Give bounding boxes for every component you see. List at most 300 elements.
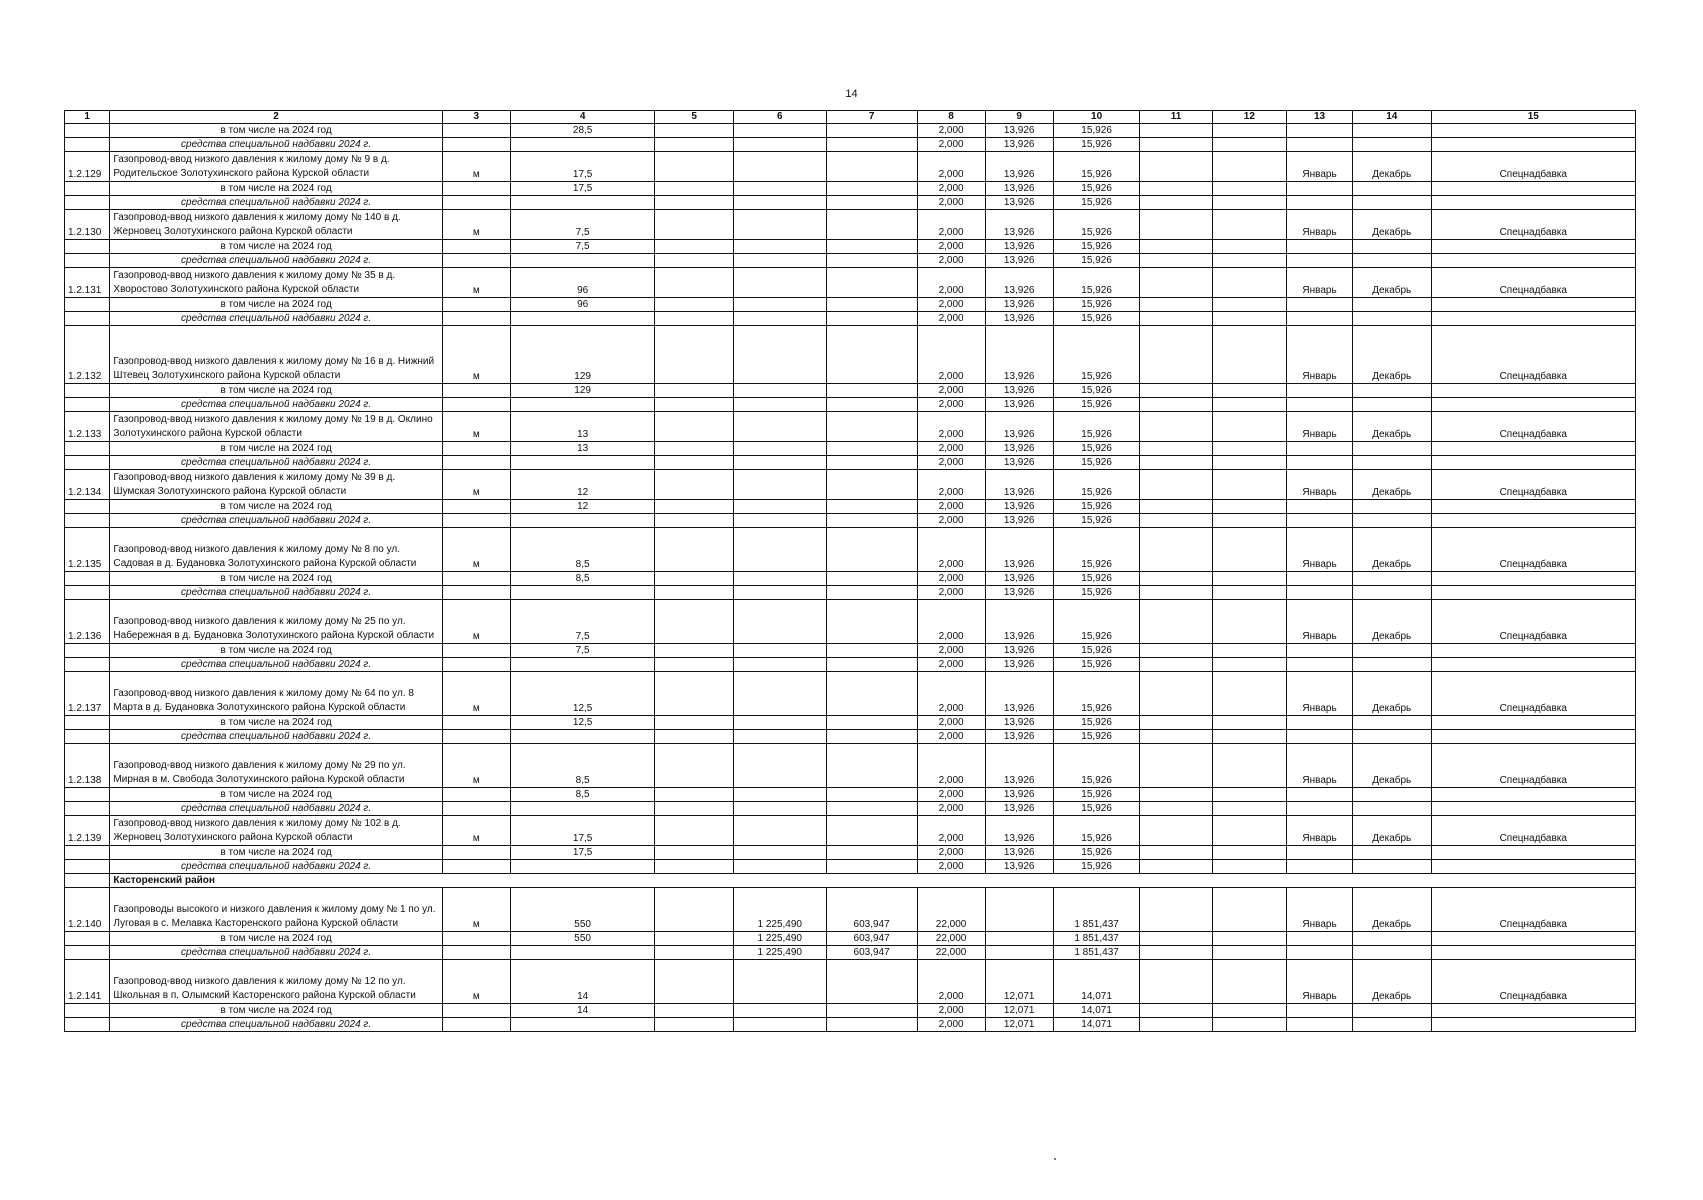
value-cell [826,788,917,802]
value-cell [826,384,917,398]
table-cell [1212,600,1286,644]
value-cell: 13,926 [985,456,1053,470]
column-header-13: 13 [1287,111,1353,124]
table-cell [65,860,110,874]
table-cell [65,138,110,152]
budget-table [64,110,1636,1032]
value-cell: 15,926 [1053,298,1140,312]
value-cell: 2,000 [917,1018,985,1032]
table-cell [655,298,733,312]
table-cell [1140,1018,1212,1032]
value-cell [733,1004,826,1018]
item-name: Газопровод-ввод низкого давления к жилому дому № 29 по ул. Мирная в м. Свобода Золотухинского района Курской области [110,744,442,788]
table-cell [1287,240,1353,254]
table-cell [65,658,110,672]
table-cell [1287,1004,1353,1018]
table-cell [1140,514,1212,528]
table-cell [1287,932,1353,946]
item-number: 1.2.137 [65,672,110,716]
value-cell [826,600,917,644]
value-cell [733,572,826,586]
table-cell [1212,500,1286,514]
subrow-label: в том числе на 2024 год [110,788,442,802]
funding-source: Спецнадбавка [1431,326,1636,384]
table-row [65,138,1636,152]
table-cell [1140,960,1212,1004]
table-cell [1212,846,1286,860]
value-cell [826,744,917,788]
table-cell [1140,240,1212,254]
value-cell [826,572,917,586]
item-number: 1.2.141 [65,960,110,1004]
subrow-label: в том числе на 2024 год [110,846,442,860]
start-month: Январь [1287,528,1353,572]
table-cell [1140,254,1212,268]
table-cell [442,658,510,672]
item-number: 1.2.136 [65,600,110,644]
start-month: Январь [1287,888,1353,932]
table-cell [1287,196,1353,210]
table-cell [442,398,510,412]
table-cell [65,240,110,254]
table-cell [1353,442,1431,456]
table-cell [65,442,110,456]
table-cell [1212,210,1286,240]
table-cell [1431,572,1636,586]
value-cell [826,398,917,412]
table-cell [510,946,655,960]
value-cell: 15,926 [1053,816,1140,846]
table-cell [1212,456,1286,470]
table-cell [1140,658,1212,672]
table-cell [442,788,510,802]
table-cell [1287,500,1353,514]
table-cell [1431,514,1636,528]
unit-cell: м [442,268,510,298]
subrow-label: средства специальной надбавки 2024 г. [110,946,442,960]
start-month: Январь [1287,672,1353,716]
table-cell [1431,860,1636,874]
column-header-10: 10 [1053,111,1140,124]
table-cell [655,528,733,572]
unit-cell: м [442,960,510,1004]
value-cell [733,802,826,816]
table-cell [655,152,733,182]
table-cell [65,586,110,600]
value-cell [826,298,917,312]
value-cell: 2,000 [917,326,985,384]
table-cell [655,456,733,470]
table-cell [1212,196,1286,210]
table-cell [1353,716,1431,730]
value-cell [733,326,826,384]
table-cell [1431,240,1636,254]
table-row [65,716,1636,730]
table-cell [1431,182,1636,196]
value-cell: 15,926 [1053,268,1140,298]
value-cell: 13,926 [985,268,1053,298]
value-cell [733,210,826,240]
table-cell [442,846,510,860]
value-cell [733,860,826,874]
value-cell [733,196,826,210]
start-month: Январь [1287,152,1353,182]
subrow-label: средства специальной надбавки 2024 г. [110,312,442,326]
table-row [65,572,1636,586]
table-cell [655,932,733,946]
table-row [65,326,1636,384]
item-number: 1.2.131 [65,268,110,298]
table-cell [65,312,110,326]
table-cell [1140,816,1212,846]
funding-source: Спецнадбавка [1431,600,1636,644]
table-cell [510,456,655,470]
table-cell [655,398,733,412]
table-cell [1140,442,1212,456]
table-cell [442,730,510,744]
value-cell: 15,926 [1053,152,1140,182]
subrow-label: средства специальной надбавки 2024 г. [110,802,442,816]
table-cell [65,874,110,888]
budget-table-sheet [64,110,1636,1032]
table-cell [1212,716,1286,730]
table-cell [1140,644,1212,658]
table-cell [1287,138,1353,152]
subrow-label: средства специальной надбавки 2024 г. [110,398,442,412]
start-month: Январь [1287,412,1353,442]
table-cell [1212,860,1286,874]
table-cell [65,124,110,138]
subrow-label: средства специальной надбавки 2024 г. [110,730,442,744]
table-row [65,960,1636,1004]
table-cell [442,312,510,326]
table-cell [510,254,655,268]
table-cell [655,240,733,254]
table-cell [442,644,510,658]
funding-source: Спецнадбавка [1431,816,1636,846]
table-cell [1212,802,1286,816]
quantity-cell: 8,5 [510,572,655,586]
value-cell: 2,000 [917,500,985,514]
table-cell [1431,932,1636,946]
value-cell: 2,000 [917,514,985,528]
subrow-label: в том числе на 2024 год [110,572,442,586]
value-cell: 603,947 [826,888,917,932]
value-cell [826,196,917,210]
table-cell [655,946,733,960]
table-row [65,672,1636,716]
table-cell [1431,730,1636,744]
table-cell [1431,788,1636,802]
value-cell: 2,000 [917,456,985,470]
table-cell [1287,514,1353,528]
quantity-cell: 12 [510,470,655,500]
value-cell [826,816,917,846]
table-cell [65,846,110,860]
quantity-cell: 550 [510,888,655,932]
table-cell [1353,456,1431,470]
table-cell [1431,802,1636,816]
table-cell [442,1004,510,1018]
value-cell: 15,926 [1053,514,1140,528]
table-cell [655,846,733,860]
unit-cell: м [442,412,510,442]
value-cell: 2,000 [917,1004,985,1018]
table-cell [655,716,733,730]
table-cell [1353,398,1431,412]
table-cell [1353,514,1431,528]
table-cell [1140,268,1212,298]
table-cell [1287,644,1353,658]
column-header-11: 11 [1140,111,1212,124]
quantity-cell: 8,5 [510,744,655,788]
value-cell: 15,926 [1053,658,1140,672]
value-cell: 13,926 [985,470,1053,500]
value-cell: 13,926 [985,152,1053,182]
table-cell [1140,932,1212,946]
table-cell [655,672,733,716]
table-cell [1287,124,1353,138]
value-cell: 13,926 [985,802,1053,816]
subrow-label: средства специальной надбавки 2024 г. [110,860,442,874]
value-cell: 2,000 [917,644,985,658]
value-cell: 15,926 [1053,528,1140,572]
funding-source: Спецнадбавка [1431,672,1636,716]
table-cell [1353,138,1431,152]
table-cell [1287,456,1353,470]
end-month: Декабрь [1353,326,1431,384]
value-cell [733,600,826,644]
start-month: Январь [1287,960,1353,1004]
table-row [65,254,1636,268]
value-cell [733,658,826,672]
subrow-label: в том числе на 2024 год [110,298,442,312]
table-cell [65,572,110,586]
value-cell: 2,000 [917,586,985,600]
quantity-cell: 550 [510,932,655,946]
value-cell: 15,926 [1053,860,1140,874]
start-month: Январь [1287,210,1353,240]
subrow-label: в том числе на 2024 год [110,240,442,254]
start-month: Январь [1287,744,1353,788]
table-row [65,182,1636,196]
table-cell [1353,932,1431,946]
table-cell [1431,1004,1636,1018]
value-cell: 2,000 [917,846,985,860]
value-cell: 15,926 [1053,846,1140,860]
table-cell [1212,254,1286,268]
value-cell: 13,926 [985,860,1053,874]
quantity-cell: 14 [510,1004,655,1018]
table-cell [826,124,917,138]
table-cell [1287,442,1353,456]
district-row [65,874,1636,888]
end-month: Декабрь [1353,888,1431,932]
table-cell [442,254,510,268]
value-cell [985,946,1053,960]
column-header-2: 2 [110,111,442,124]
value-cell: 15,926 [1053,672,1140,716]
table-cell [1212,442,1286,456]
value-cell: 2,000 [917,124,985,138]
value-cell: 15,926 [1053,456,1140,470]
item-number: 1.2.138 [65,744,110,788]
table-cell [442,1018,510,1032]
table-cell [1140,672,1212,716]
table-cell [655,124,733,138]
subrow-label: в том числе на 2024 год [110,716,442,730]
table-cell [510,312,655,326]
value-cell [826,730,917,744]
table-cell [1353,384,1431,398]
value-cell: 2,000 [917,152,985,182]
value-cell: 2,000 [917,528,985,572]
value-cell [733,846,826,860]
table-cell [1287,1018,1353,1032]
table-cell [1431,442,1636,456]
table-cell [1431,846,1636,860]
table-cell [442,456,510,470]
table-cell [1287,398,1353,412]
value-cell: 2,000 [917,240,985,254]
end-month: Декабрь [1353,960,1431,1004]
value-cell [733,514,826,528]
table-cell [1353,254,1431,268]
subrow-label: средства специальной надбавки 2024 г. [110,456,442,470]
value-cell: 15,926 [1053,326,1140,384]
value-cell [985,932,1053,946]
table-cell [1353,500,1431,514]
value-cell: 14,071 [1053,1018,1140,1032]
value-cell: 13,926 [985,298,1053,312]
table-cell [442,124,510,138]
table-cell [1431,384,1636,398]
item-number: 1.2.134 [65,470,110,500]
value-cell: 22,000 [917,932,985,946]
table-cell [1431,254,1636,268]
value-cell: 13,926 [985,788,1053,802]
table-row [65,744,1636,788]
quantity-cell: 13 [510,412,655,442]
item-name: Газопровод-ввод низкого давления к жилому дому № 19 в д. Оклино Золотухинского района Курской области [110,412,442,442]
table-row [65,514,1636,528]
table-cell [1287,846,1353,860]
value-cell: 2,000 [917,816,985,846]
table-cell [1140,572,1212,586]
unit-cell: м [442,600,510,644]
value-cell [826,182,917,196]
value-cell [826,1018,917,1032]
quantity-cell: 7,5 [510,644,655,658]
table-cell [1431,946,1636,960]
funding-source: Спецнадбавка [1431,412,1636,442]
table-cell [1212,312,1286,326]
table-cell [1140,716,1212,730]
table-cell [1140,384,1212,398]
table-cell [442,384,510,398]
value-cell: 13,926 [985,816,1053,846]
value-cell: 13,926 [985,846,1053,860]
value-cell: 15,926 [1053,802,1140,816]
table-cell [1140,298,1212,312]
start-month: Январь [1287,326,1353,384]
column-header-15: 15 [1431,111,1636,124]
table-row [65,644,1636,658]
table-cell [1353,572,1431,586]
table-cell [1212,240,1286,254]
value-cell: 15,926 [1053,182,1140,196]
item-name: Газопровод-ввод низкого давления к жилому дому № 8 по ул. Садовая в д. Будановка Золотухинского района Курской области [110,528,442,572]
value-cell [985,888,1053,932]
table-cell [1431,586,1636,600]
table-row [65,312,1636,326]
table-cell [442,860,510,874]
table-cell [655,384,733,398]
table-cell [1212,182,1286,196]
value-cell: 13,926 [985,730,1053,744]
value-cell [733,730,826,744]
table-cell [510,860,655,874]
table-row [65,932,1636,946]
value-cell: 13,926 [985,744,1053,788]
value-cell [733,182,826,196]
table-cell [1287,384,1353,398]
value-cell: 13,926 [985,240,1053,254]
value-cell: 13,926 [985,138,1053,152]
item-number: 1.2.140 [65,888,110,932]
subrow-label: в том числе на 2024 год [110,384,442,398]
table-cell [442,716,510,730]
end-month: Декабрь [1353,470,1431,500]
quantity-cell: 7,5 [510,600,655,644]
value-cell: 2,000 [917,138,985,152]
funding-source: Спецнадбавка [1431,210,1636,240]
table-cell [1212,730,1286,744]
funding-source: Спецнадбавка [1431,470,1636,500]
table-cell [1212,960,1286,1004]
table-cell [1353,846,1431,860]
value-cell: 1 851,437 [1053,946,1140,960]
table-row [65,586,1636,600]
subrow-label: в том числе на 2024 год [110,1004,442,1018]
value-cell: 13,926 [985,196,1053,210]
table-cell [442,196,510,210]
value-cell: 13,926 [985,644,1053,658]
table-cell [1353,124,1431,138]
value-cell [826,514,917,528]
funding-source: Спецнадбавка [1431,528,1636,572]
item-name: Газопровод-ввод низкого давления к жилому дому № 102 в д. Жерновец Золотухинского района Курской области [110,816,442,846]
value-cell [733,470,826,500]
subrow-label: в том числе на 2024 год [110,182,442,196]
unit-cell: м [442,888,510,932]
value-cell: 2,000 [917,412,985,442]
table-cell [655,326,733,384]
unit-cell: м [442,470,510,500]
item-number: 1.2.132 [65,326,110,384]
table-cell [1287,572,1353,586]
value-cell: 1 851,437 [1053,932,1140,946]
value-cell [826,210,917,240]
quantity-cell: 14 [510,960,655,1004]
value-cell: 13,926 [985,312,1053,326]
item-name: Газопровод-ввод низкого давления к жилому дому № 35 в д. Хворостово Золотухинского района Курской области [110,268,442,298]
table-cell [1212,744,1286,788]
table-cell [1431,312,1636,326]
value-cell: 15,926 [1053,312,1140,326]
quantity-cell: 17,5 [510,182,655,196]
table-cell [1140,946,1212,960]
